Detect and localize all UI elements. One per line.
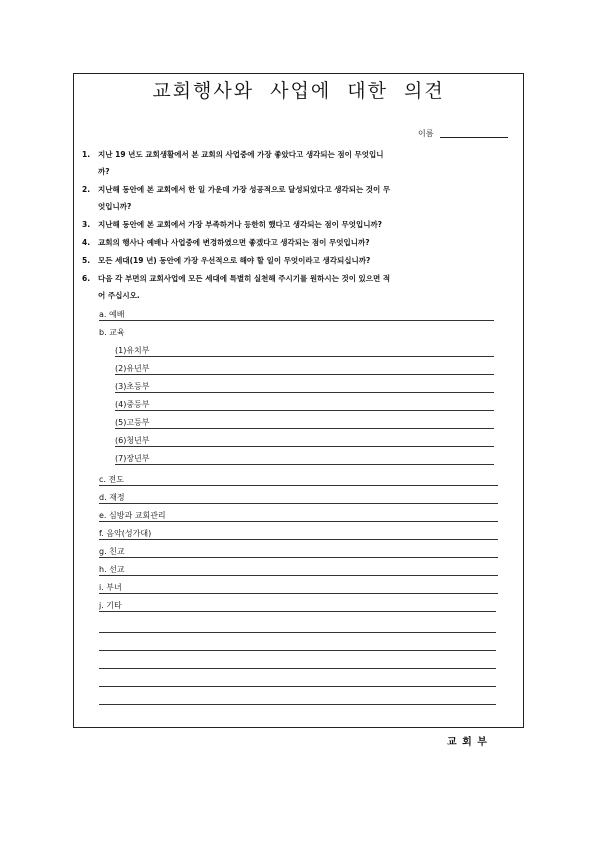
item-g-line[interactable] [99, 557, 498, 558]
item-b-sub-label: (7)장년부 [115, 454, 150, 463]
item-b-sub-line[interactable] [115, 446, 494, 447]
item-b-sub-label: (1)유치부 [115, 346, 150, 355]
question-text: 지난 19 년도 교회생활에서 본 교회의 사업중에 가장 좋았다고 생각되는 점이 무엇입니 [98, 150, 384, 159]
item-b-sub-line[interactable] [115, 410, 494, 411]
question-2 [82, 181, 518, 215]
question-text: 다음 각 부면의 교회사업에 모든 세대에 특별히 실천해 주시기를 원하시는 것이 있으면 적 [98, 274, 391, 283]
item-a-label: a. 예배 [99, 310, 125, 319]
item-g-label: g. 친교 [99, 547, 125, 556]
blank-answer-line[interactable] [99, 668, 496, 669]
question-text: 지난해 동안에 본 교회에서 가장 부족하거나 등한히 했다고 생각되는 점이 무엇입니까? [98, 220, 383, 229]
item-b-sub-label: (2)유년부 [115, 364, 150, 373]
question-3 [82, 216, 518, 233]
item-b-sub-label: (4)중등부 [115, 400, 150, 409]
item-j-label: j. 기타 [99, 601, 122, 610]
item-b-sub-label: (3)초등부 [115, 382, 150, 391]
question-number: 4. [82, 238, 91, 247]
item-a-line[interactable] [99, 320, 494, 321]
name-field[interactable] [440, 137, 508, 138]
question-number: 5. [82, 256, 91, 265]
blank-answer-line[interactable] [99, 704, 496, 705]
question-5 [82, 252, 518, 269]
item-b-sub-line[interactable] [115, 428, 494, 429]
item-f-label: f. 음악(성가대) [99, 529, 152, 538]
question-number: 3. [82, 220, 91, 229]
item-d-line[interactable] [99, 503, 498, 504]
item-i-line[interactable] [99, 593, 498, 594]
name-label: 이름 [418, 129, 434, 138]
item-h-label: h. 선교 [99, 565, 125, 574]
question-text: 지난해 동안에 본 교회에서 한 일 가운데 가장 성공적으로 달성되었다고 생각되는 것이 무 [98, 185, 391, 194]
item-d-label: d. 재정 [99, 493, 125, 502]
item-j-line[interactable] [99, 611, 496, 612]
question-1 [82, 146, 518, 180]
item-i-label: i. 부녀 [99, 583, 122, 592]
blank-answer-line[interactable] [99, 632, 496, 633]
item-b-sub-line[interactable] [115, 356, 494, 357]
item-e-line[interactable] [99, 521, 498, 522]
item-b-sub-label: (6)청년부 [115, 436, 150, 445]
item-f-line[interactable] [99, 539, 498, 540]
question-text: 모든 세대(19 년) 동안에 가장 우선적으로 해야 할 일이 무엇이라고 생각되십니까? [98, 256, 371, 265]
question-text-cont: 까? [98, 167, 110, 176]
question-number: 1. [82, 150, 91, 159]
question-text-cont: 엇입니까? [98, 202, 132, 211]
item-c-label: c. 전도 [99, 475, 124, 484]
footer-department: 교 회 부 [447, 737, 487, 748]
question-number: 6. [82, 274, 91, 283]
item-b-sub-line[interactable] [115, 464, 494, 465]
item-e-label: e. 심방과 교회관리 [99, 511, 166, 520]
blank-answer-line[interactable] [99, 650, 496, 651]
question-number: 2. [82, 185, 91, 194]
blank-answer-line[interactable] [99, 686, 496, 687]
question-6 [82, 270, 518, 304]
question-text-cont: 어 주십시오. [98, 291, 140, 300]
question-text: 교회의 행사나 예배나 사업중에 변경하였으면 좋겠다고 생각되는 점이 무엇입니까? [98, 238, 370, 247]
question-4 [82, 234, 518, 251]
item-h-line[interactable] [99, 575, 498, 576]
page-title: 교회행사와 사업에 대한 의견 [152, 80, 445, 102]
item-c-line[interactable] [99, 485, 498, 486]
item-b-sub-line[interactable] [115, 392, 494, 393]
item-b-sub-label: (5)고등부 [115, 418, 150, 427]
item-b-sub-line[interactable] [115, 374, 494, 375]
item-b-label: b. 교육 [99, 328, 125, 337]
